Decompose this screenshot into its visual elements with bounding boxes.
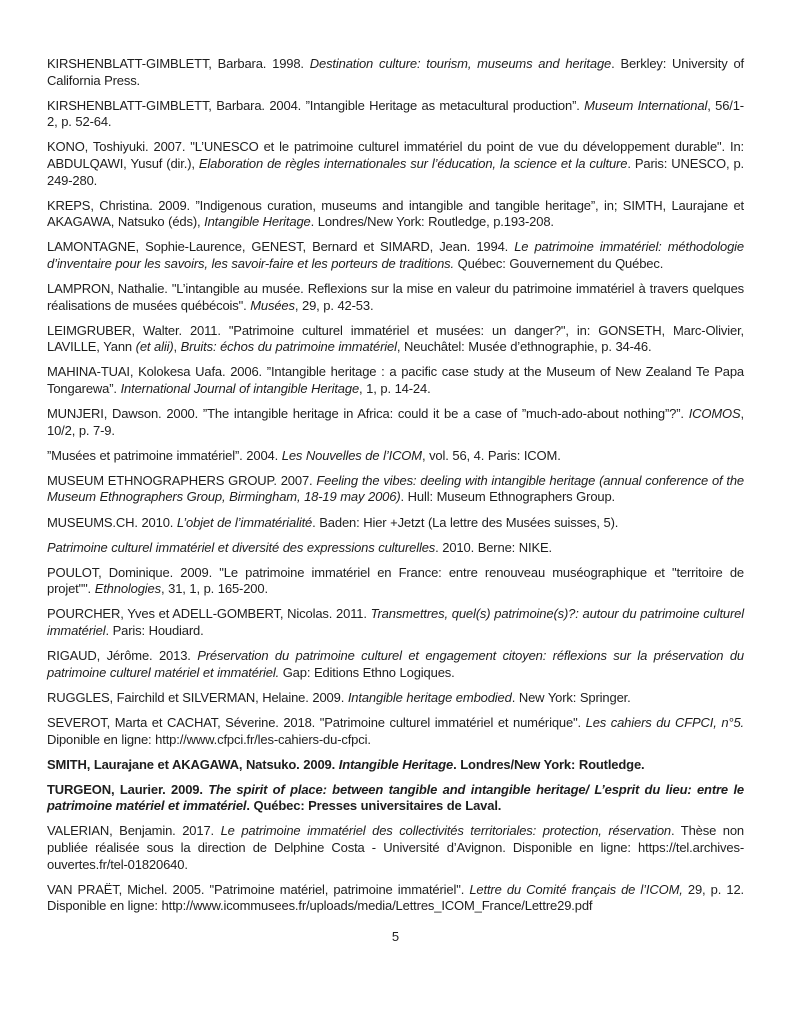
reference-entry [47,823,744,873]
reference-text-segment: KREPS, Christina. 2009. ”Indigenous curation, museums and intangible and tangible heritage”, in; SIMTH, Laurajane et AKAGAWA, Natsuko (éds), [47,197,744,230]
reference-entry [47,448,744,465]
reference-text-segment: LAMPRON, Nathalie. "L’intangible au musée. Reflexions sur la mise en valeur du patrimoine immatériel à travers quelques réalisations de musées québécois". [47,281,744,313]
references-list [47,56,744,915]
reference-text-segment: . Londres/New York: Routledge. [453,756,645,772]
reference-text-segment: ”Musées et patrimoine immatériel”. 2004. [47,447,282,463]
reference-text-segment: International Journal of intangible Heritage [120,381,360,396]
reference-text-segment: LEIMGRUBER, Walter. 2011. "Patrimoine culturel immatériel et musées: un danger?", in: GONSETH, Marc-Olivier, LAVILLE, Yann [47,322,744,355]
reference-entry [47,648,744,681]
reference-text-segment: The spirit of place: between tangible and intangible heritage/ L’esprit du lieu: entre le patrimoine matériel et immatériel [47,781,744,814]
reference-text-segment: Intangible Heritage [338,756,454,772]
reference-text-segment: Musées [250,297,295,313]
reference-text-segment: MUSEUMS.CH. 2010. [47,514,177,530]
reference-text-segment: VALERIAN, Benjamin. 2017. [47,823,221,839]
reference-text-segment: Museum International [584,97,708,113]
reference-text-segment: . Berkley: University of California Press. [47,56,744,88]
reference-text-segment: ICOMOS [688,406,741,422]
reference-text-segment: SEVEROT, Marta et CACHAT, Séverine. 2018. "Patrimoine culturel immatériel et numérique". [47,714,586,730]
page-number: 5 [391,928,400,944]
reference-entry [47,239,744,272]
reference-text-segment: RIGAUD, Jérôme. 2013. [47,648,198,664]
reference-text-segment: , 56/1-2, p. 52-64. [47,97,744,130]
reference-text-segment: Feeling the vibes: deeling with intangible heritage (annual conference of the Museum Ethnographers Group, Birmingham, 18-19 may 2006) [47,472,744,505]
reference-text-segment: Gap: Editions Ethno Logiques. [279,664,455,680]
reference-text-segment: RUGGLES, Fairchild et SILVERMAN, Helaine. 2009. [47,689,348,705]
reference-text-segment: Le patrimoine immatériel: méthodologie d’inventaire pour les savoirs, les savoir-faire et les porteurs de traditions. [47,239,744,271]
reference-entry [47,606,744,639]
reference-text-segment: . 2010. Berne: NIKE. [435,539,552,555]
reference-text-segment: L’objet de l’immatérialité [176,514,313,530]
reference-text-segment: Intangible Heritage [204,214,311,230]
reference-text-segment: SMITH, Laurajane et AKAGAWA, Natsuko. 2009. [47,756,339,772]
reference-text-segment: Québec: Gouvernement du Québec. [453,255,664,271]
reference-text-segment: Intangible heritage embodied [347,689,512,705]
reference-entry [47,364,744,397]
reference-text-segment: VAN PRAËT, Michel. 2005. "Patrimoine matériel, patrimoine immatériel". [47,881,470,897]
reference-text-segment: Lettre du Comité français de l’ICOM, [469,881,683,897]
reference-text-segment: KIRSHENBLATT-GIMBLETT, Barbara. 2004. ”Intangible Heritage as metacultural production”. [47,97,585,113]
reference-entry [47,715,744,748]
reference-text-segment: . Paris: Houdiard. [105,623,204,639]
reference-text-segment: Patrimoine culturel immatériel et diversité des expressions culturelles [47,539,436,555]
reference-text-segment: . New York: Springer. [511,689,631,705]
reference-text-segment: . Hull: Museum Ethnographers Group. [400,489,616,505]
reference-text-segment: Elaboration de règles internationales sur l’éducation, la science et la culture [198,155,628,171]
reference-text-segment: , vol. 56, 4. Paris: ICOM. [421,447,561,463]
reference-entry [47,473,744,506]
reference-entry [47,690,744,707]
reference-entry [47,198,744,231]
reference-text-segment: LAMONTAGNE, Sophie-Laurence, GENEST, Bernard et SIMARD, Jean. 1994. [47,239,515,255]
reference-text-segment: MUSEUM ETHNOGRAPHERS GROUP. 2007. [47,472,317,488]
reference-text-segment: . Baden: Hier +Jetzt (La lettre des Musées suisses, 5). [312,514,619,530]
reference-text-segment: Ethnologies [94,581,161,597]
reference-text-segment: POULOT, Dominique. 2009. "Le patrimoine immatériel en France: entre renouveau muséographique et "territoire de projet"". [47,564,744,597]
reference-text-segment: Destination culture: tourism, museums and heritage [309,56,612,71]
reference-entry [47,540,744,557]
reference-entry [47,757,744,774]
reference-text-segment: , 31, 1, p. 165-200. [160,581,268,597]
reference-text-segment: POURCHER, Yves et ADELL-GOMBERT, Nicolas. 2011. [47,606,371,622]
reference-text-segment: Préservation du patrimoine culturel et engagement citoyen: réflexions sur la préservation du patrimoine culturel matériel et immatériel. [47,648,744,680]
reference-entry [47,98,744,131]
reference-text-segment: KONO, Toshiyuki. 2007. "L’UNESCO et le patrimoine culturel immatériel du point de vue du développement durable". In: ABDULQAWI, Yusuf (dir.), [47,139,744,171]
reference-text-segment: 29, p. 12. Disponible en ligne: http://www.icommusees.fr/uploads/media/Lettres_ICOM_France/Lettre29.pdf [47,881,744,914]
reference-text-segment: Les Nouvelles de l’ICOM [281,447,422,463]
reference-entry [47,281,744,314]
reference-text-segment: Diponible en ligne: http://www.cfpci.fr/les-cahiers-du-cfpci. [47,731,371,747]
reference-text-segment: . Paris: UNESCO, p. 249-280. [47,155,745,188]
reference-text-segment: Les cahiers du CFPCI, n°5. [585,714,744,730]
reference-text-segment: . Thèse non publiée réalisée sous la direction de Delphine Costa - Université d’Avignon. Disponible en ligne: https://tel.archives-ouvertes.fr/tel-01820640. [47,823,744,872]
reference-entry [47,515,744,532]
reference-text-segment: , 10/2, p. 7-9. [47,406,744,438]
reference-text-segment: . Londres/New York: Routledge, p.193-208. [310,214,554,230]
reference-entry [47,782,744,815]
reference-text-segment: (et alii) [135,339,174,355]
reference-entry [47,56,744,89]
reference-entry [47,565,744,598]
reference-text-segment: MAHINA-TUAI, Kolokesa Uafa. 2006. ”Intangible heritage : a pacific case study at the Museum of New Zealand Te Papa Tongarewa”. [47,364,744,396]
reference-entry [47,406,744,439]
reference-text-segment: KIRSHENBLATT-GIMBLETT, Barbara. 1998. [47,56,310,71]
reference-text-segment: , 1, p. 14-24. [359,381,431,396]
reference-text-segment: , 29, p. 42-53. [294,297,374,313]
reference-text-segment: TURGEON, Laurier. 2009. [47,781,209,797]
reference-text-segment: Le patrimoine immatériel des collectivités territoriales: protection, réservation [220,823,671,839]
reference-text-segment: , [173,339,181,355]
reference-text-segment: . Québec: Presses universitaires de Laval. [246,798,502,814]
reference-text-segment: MUNJERI, Dawson. 2000. ”The intangible heritage in Africa: could it be a case of ”much-ado-about nothing”?”. [47,406,689,422]
reference-text-segment: Bruits: échos du patrimoine immatériel [180,339,397,355]
reference-text-segment: , Neuchâtel: Musée d’ethnographie, p. 34-46. [396,339,652,355]
reference-text-segment: Transmettres, quel(s) patrimoine(s)?: autour du patrimoine culturel immatériel [47,606,744,639]
reference-entry [47,323,744,356]
reference-entry [47,139,744,189]
reference-entry [47,882,744,915]
